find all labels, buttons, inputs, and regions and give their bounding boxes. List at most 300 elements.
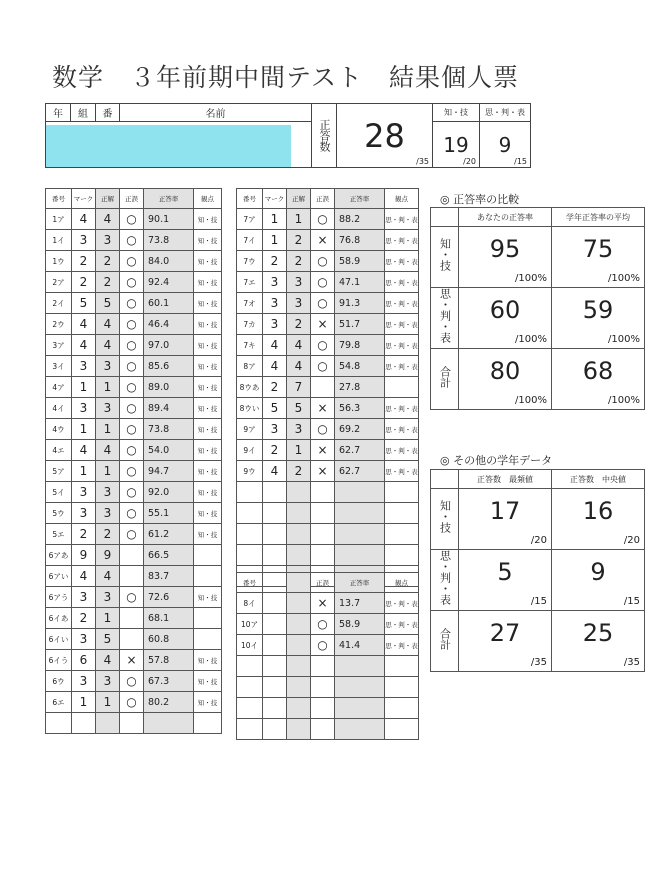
question-number bbox=[237, 524, 263, 545]
page-title: 数学 ３年前期中間テスト 結果個人票 bbox=[52, 63, 520, 92]
judgement bbox=[311, 656, 335, 677]
viewpoint: 知・技 bbox=[194, 314, 222, 335]
correct-answer: 5 bbox=[96, 293, 120, 314]
median-value: 9 bbox=[590, 558, 606, 586]
compare-avg-cell bbox=[552, 288, 645, 349]
correct-answer: 7 bbox=[287, 377, 311, 398]
student-header bbox=[45, 103, 531, 168]
compare-you-cell bbox=[459, 288, 552, 349]
viewpoint: 思・判・表 bbox=[385, 230, 419, 251]
blank-cell bbox=[263, 677, 287, 698]
table-row bbox=[431, 611, 645, 672]
table-row bbox=[46, 629, 222, 650]
question-number: 9ア bbox=[237, 419, 263, 440]
row-label-text: 合計 bbox=[438, 627, 452, 650]
table-row bbox=[46, 398, 222, 419]
table-row bbox=[237, 314, 419, 335]
answers-table-1 bbox=[45, 188, 222, 734]
viewpoint: 知・技 bbox=[194, 356, 222, 377]
row-label-text: 知・技 bbox=[438, 238, 452, 271]
judgement: ○ bbox=[120, 209, 144, 230]
grade_data-mode-cell bbox=[459, 611, 552, 672]
redacted-name bbox=[46, 125, 291, 167]
judgement: ○ bbox=[311, 209, 335, 230]
viewpoint: 知・技 bbox=[194, 419, 222, 440]
judgement: ○ bbox=[120, 440, 144, 461]
row-label bbox=[431, 349, 459, 410]
correct-answer: 1 bbox=[96, 419, 120, 440]
correct-rate: 60.1 bbox=[144, 293, 194, 314]
judgement: ○ bbox=[311, 635, 335, 656]
marked-answer bbox=[263, 503, 287, 524]
viewpoint: 知・技 bbox=[194, 398, 222, 419]
header-num: 番号 bbox=[46, 189, 72, 209]
question-number bbox=[237, 482, 263, 503]
blank-cell bbox=[263, 593, 287, 614]
correct-rate: 58.9 bbox=[335, 251, 385, 272]
viewpoint: 知・技 bbox=[194, 587, 222, 608]
correct-rate: 68.1 bbox=[144, 608, 194, 629]
correct-answer bbox=[287, 545, 311, 566]
judgement bbox=[311, 377, 335, 398]
question-number: 2ア bbox=[46, 272, 72, 293]
compare-title: ◎ 正答率の比較 bbox=[440, 193, 520, 206]
table-row bbox=[46, 608, 222, 629]
header-answer: 正解 bbox=[287, 189, 311, 209]
knowledge-score: 19 /20 bbox=[433, 122, 480, 168]
avg-value: 75 bbox=[582, 235, 614, 263]
marked-answer bbox=[72, 713, 96, 734]
marked-answer: 3 bbox=[72, 671, 96, 692]
correct-answer: 3 bbox=[287, 293, 311, 314]
viewpoint: 知・技 bbox=[194, 524, 222, 545]
grade_data-median-cell bbox=[552, 611, 645, 672]
marked-answer bbox=[263, 524, 287, 545]
question-number bbox=[237, 656, 263, 677]
you-value: 60 bbox=[489, 296, 521, 324]
correct-rate: 60.8 bbox=[144, 629, 194, 650]
unit: /35 bbox=[623, 657, 640, 668]
marked-answer: 1 bbox=[72, 692, 96, 713]
marked-answer: 3 bbox=[72, 482, 96, 503]
marked-answer: 3 bbox=[263, 314, 287, 335]
correct-rate: 62.7 bbox=[335, 461, 385, 482]
avg-value: 59 bbox=[582, 296, 614, 324]
correct-answer bbox=[96, 713, 120, 734]
judgement: ○ bbox=[120, 503, 144, 524]
marked-answer: 4 bbox=[263, 461, 287, 482]
table-row bbox=[46, 650, 222, 671]
header-blank bbox=[287, 573, 311, 593]
judgement: ○ bbox=[120, 251, 144, 272]
judgement: ○ bbox=[120, 314, 144, 335]
blank-cell bbox=[287, 635, 311, 656]
knowledge-label: 知・技 bbox=[433, 104, 480, 122]
marked-answer bbox=[263, 545, 287, 566]
correct-answer: 2 bbox=[287, 251, 311, 272]
marked-answer: 2 bbox=[263, 377, 287, 398]
viewpoint: 思・判・表 bbox=[385, 593, 419, 614]
correct-answer: 1 bbox=[96, 608, 120, 629]
correct-answer: 9 bbox=[96, 545, 120, 566]
question-number: 4エ bbox=[46, 440, 72, 461]
mode-value: 17 bbox=[489, 497, 521, 525]
median-value: 25 bbox=[582, 619, 614, 647]
correct-answer bbox=[287, 482, 311, 503]
marked-answer: 1 bbox=[72, 419, 96, 440]
table-row bbox=[431, 288, 645, 349]
marked-answer: 5 bbox=[72, 293, 96, 314]
correct-rate: 88.2 bbox=[335, 209, 385, 230]
marked-answer: 3 bbox=[72, 629, 96, 650]
correct-rate: 69.2 bbox=[335, 419, 385, 440]
correct-answer: 3 bbox=[287, 272, 311, 293]
judgement: ○ bbox=[120, 671, 144, 692]
question-number: 6ウ bbox=[46, 671, 72, 692]
correct-rate bbox=[144, 713, 194, 734]
header-mark: マーク bbox=[72, 189, 96, 209]
table-row bbox=[237, 230, 419, 251]
correct-rate: 58.9 bbox=[335, 614, 385, 635]
unit: /100% bbox=[515, 334, 547, 345]
viewpoint: 思・判・表 bbox=[385, 314, 419, 335]
table-row bbox=[46, 713, 222, 734]
table-row bbox=[237, 440, 419, 461]
table-row bbox=[46, 314, 222, 335]
thinking-score: 9 /15 bbox=[480, 122, 531, 168]
blank-cell bbox=[263, 656, 287, 677]
marked-answer: 2 bbox=[263, 251, 287, 272]
judgement bbox=[311, 482, 335, 503]
judgement: ○ bbox=[120, 356, 144, 377]
question-number: 5ウ bbox=[46, 503, 72, 524]
student-name-field bbox=[46, 122, 312, 168]
correct-rate: 47.1 bbox=[335, 272, 385, 293]
correct-rate: 41.4 bbox=[335, 635, 385, 656]
question-number: 7オ bbox=[237, 293, 263, 314]
header-rate: 正答率 bbox=[335, 189, 385, 209]
marked-answer: 2 bbox=[72, 251, 96, 272]
judgement: ○ bbox=[311, 356, 335, 377]
correct-answer: 1 bbox=[96, 461, 120, 482]
grade-data-title: ◎ その他の学年データ bbox=[440, 454, 553, 467]
viewpoint bbox=[194, 629, 222, 650]
question-number: 9ウ bbox=[237, 461, 263, 482]
correct-answer: 3 bbox=[96, 587, 120, 608]
correct-rate bbox=[335, 524, 385, 545]
judgement: × bbox=[311, 398, 335, 419]
correct-answer: 3 bbox=[287, 419, 311, 440]
viewpoint bbox=[385, 545, 419, 566]
question-number: 1ア bbox=[46, 209, 72, 230]
question-number bbox=[237, 677, 263, 698]
viewpoint: 知・技 bbox=[194, 251, 222, 272]
marked-answer: 4 bbox=[72, 314, 96, 335]
header-num: 番号 bbox=[237, 573, 263, 593]
correct-answer: 3 bbox=[96, 356, 120, 377]
viewpoint bbox=[385, 482, 419, 503]
unit: /20 bbox=[623, 535, 640, 546]
grade-data-table bbox=[430, 469, 645, 672]
judgement bbox=[120, 713, 144, 734]
compare-you-cell bbox=[459, 227, 552, 288]
correct-answer: 2 bbox=[287, 314, 311, 335]
viewpoint: 知・技 bbox=[194, 461, 222, 482]
viewpoint: 知・技 bbox=[194, 272, 222, 293]
viewpoint bbox=[385, 656, 419, 677]
correct-answer bbox=[287, 524, 311, 545]
grade-col-mode: 正答数 最頻値 bbox=[459, 470, 552, 489]
table-row bbox=[431, 227, 645, 288]
correct-count-label: 正答数 bbox=[312, 104, 337, 168]
correct-rate bbox=[335, 482, 385, 503]
marked-answer: 1 bbox=[72, 377, 96, 398]
question-number: 7エ bbox=[237, 272, 263, 293]
header-mark: マーク bbox=[263, 189, 287, 209]
table-row bbox=[431, 550, 645, 611]
row-label bbox=[431, 227, 459, 288]
table-row bbox=[237, 419, 419, 440]
correct-answer: 3 bbox=[96, 503, 120, 524]
marked-answer: 3 bbox=[72, 356, 96, 377]
viewpoint: 知・技 bbox=[194, 692, 222, 713]
row-label bbox=[431, 611, 459, 672]
viewpoint bbox=[194, 608, 222, 629]
judgement: ○ bbox=[120, 398, 144, 419]
correct-answer: 1 bbox=[287, 209, 311, 230]
correct-answer: 3 bbox=[96, 230, 120, 251]
correct-rate: 90.1 bbox=[144, 209, 194, 230]
blank-corner bbox=[431, 208, 459, 227]
viewpoint bbox=[385, 719, 419, 740]
question-number: 10イ bbox=[237, 635, 263, 656]
correct-rate: 57.8 bbox=[144, 650, 194, 671]
correct-answer: 5 bbox=[287, 398, 311, 419]
correct-answer: 2 bbox=[96, 251, 120, 272]
judgement bbox=[311, 698, 335, 719]
question-number: 7イ bbox=[237, 230, 263, 251]
blank-cell bbox=[263, 698, 287, 719]
correct-answer: 3 bbox=[96, 482, 120, 503]
table-row bbox=[237, 377, 419, 398]
header-num: 番号 bbox=[237, 189, 263, 209]
question-number: 3ア bbox=[46, 335, 72, 356]
correct-rate: 76.8 bbox=[335, 230, 385, 251]
correct-rate: 67.3 bbox=[144, 671, 194, 692]
judgement bbox=[120, 566, 144, 587]
viewpoint: 思・判・表 bbox=[385, 293, 419, 314]
you-value: 80 bbox=[489, 357, 521, 385]
table-row bbox=[237, 545, 419, 566]
table-row bbox=[237, 251, 419, 272]
viewpoint: 知・技 bbox=[194, 671, 222, 692]
correct-rate bbox=[335, 503, 385, 524]
table-row bbox=[46, 482, 222, 503]
judgement bbox=[120, 608, 144, 629]
grade_data-median-cell bbox=[552, 489, 645, 550]
correct-rate: 85.6 bbox=[144, 356, 194, 377]
judgement: ○ bbox=[120, 482, 144, 503]
judgement bbox=[311, 524, 335, 545]
header-view: 観点 bbox=[385, 189, 419, 209]
marked-answer: 3 bbox=[263, 293, 287, 314]
correct-answer: 1 bbox=[287, 440, 311, 461]
question-number bbox=[237, 698, 263, 719]
correct-answer: 2 bbox=[96, 272, 120, 293]
viewpoint bbox=[194, 545, 222, 566]
correct-answer: 4 bbox=[96, 650, 120, 671]
blank-cell bbox=[287, 698, 311, 719]
unit: /100% bbox=[515, 273, 547, 284]
correct-rate: 89.4 bbox=[144, 398, 194, 419]
table-row bbox=[46, 419, 222, 440]
viewpoint: 知・技 bbox=[194, 293, 222, 314]
table-row bbox=[46, 251, 222, 272]
judgement: ○ bbox=[311, 335, 335, 356]
table-row bbox=[46, 272, 222, 293]
viewpoint: 思・判・表 bbox=[385, 614, 419, 635]
viewpoint: 思・判・表 bbox=[385, 398, 419, 419]
judgement: ○ bbox=[311, 272, 335, 293]
question-number: 1イ bbox=[46, 230, 72, 251]
correct-rate bbox=[335, 698, 385, 719]
question-number: 6イあ bbox=[46, 608, 72, 629]
judgement bbox=[311, 677, 335, 698]
judgement: ○ bbox=[311, 293, 335, 314]
correct-rate: 92.0 bbox=[144, 482, 194, 503]
marked-answer: 3 bbox=[263, 272, 287, 293]
marked-answer: 3 bbox=[72, 398, 96, 419]
row-label-text: 思・判・表 bbox=[438, 550, 452, 605]
table-row bbox=[46, 587, 222, 608]
answers-table-3 bbox=[236, 572, 419, 740]
grade-col-median: 正答数 中央値 bbox=[552, 470, 645, 489]
correct-rate: 56.3 bbox=[335, 398, 385, 419]
viewpoint: 知・技 bbox=[194, 230, 222, 251]
question-number: 5エ bbox=[46, 524, 72, 545]
question-number: 3イ bbox=[46, 356, 72, 377]
judgement: × bbox=[311, 230, 335, 251]
correct-rate: 83.7 bbox=[144, 566, 194, 587]
table-row bbox=[237, 356, 419, 377]
viewpoint: 思・判・表 bbox=[385, 251, 419, 272]
table-row bbox=[237, 461, 419, 482]
question-number bbox=[237, 545, 263, 566]
question-number: 4ア bbox=[46, 377, 72, 398]
unit: /100% bbox=[608, 273, 640, 284]
table-row bbox=[46, 692, 222, 713]
thinking-label: 思・判・表 bbox=[480, 104, 531, 122]
correct-answer: 3 bbox=[96, 671, 120, 692]
question-number: 4イ bbox=[46, 398, 72, 419]
question-number: 8イ bbox=[237, 593, 263, 614]
compare-col-avg: 学年正答率の平均 bbox=[552, 208, 645, 227]
unit: /35 bbox=[530, 657, 547, 668]
question-number: 7カ bbox=[237, 314, 263, 335]
header-answer: 正解 bbox=[96, 189, 120, 209]
correct-answer: 4 bbox=[96, 566, 120, 587]
viewpoint bbox=[194, 713, 222, 734]
judgement: ○ bbox=[120, 692, 144, 713]
name-label: 名前 bbox=[120, 104, 312, 122]
marked-answer: 4 bbox=[263, 356, 287, 377]
mode-value: 27 bbox=[489, 619, 521, 647]
viewpoint bbox=[385, 377, 419, 398]
table-row bbox=[46, 671, 222, 692]
correct-answer: 2 bbox=[287, 461, 311, 482]
correct-rate: 73.8 bbox=[144, 230, 194, 251]
correct-rate: 27.8 bbox=[335, 377, 385, 398]
marked-answer: 4 bbox=[72, 566, 96, 587]
blank-cell bbox=[287, 614, 311, 635]
header-rate: 正答率 bbox=[335, 573, 385, 593]
blank-cell bbox=[263, 719, 287, 740]
judgement: ○ bbox=[120, 335, 144, 356]
table-row bbox=[46, 566, 222, 587]
marked-answer: 1 bbox=[72, 461, 96, 482]
judgement: ○ bbox=[120, 419, 144, 440]
header-judge: 正誤 bbox=[311, 573, 335, 593]
grade_data-median-cell bbox=[552, 550, 645, 611]
table-row bbox=[46, 503, 222, 524]
correct-answer: 2 bbox=[96, 524, 120, 545]
marked-answer: 3 bbox=[72, 503, 96, 524]
question-number: 6イう bbox=[46, 650, 72, 671]
table-row bbox=[237, 335, 419, 356]
correct-rate: 51.7 bbox=[335, 314, 385, 335]
correct-rate: 72.6 bbox=[144, 587, 194, 608]
header-view: 観点 bbox=[385, 573, 419, 593]
header-view: 観点 bbox=[194, 189, 222, 209]
table-row bbox=[46, 524, 222, 545]
table-row bbox=[46, 293, 222, 314]
blank-cell bbox=[287, 677, 311, 698]
question-number: 6エ bbox=[46, 692, 72, 713]
marked-answer: 2 bbox=[72, 524, 96, 545]
viewpoint: 思・判・表 bbox=[385, 440, 419, 461]
table-row bbox=[46, 356, 222, 377]
table-row bbox=[237, 698, 419, 719]
table-row bbox=[237, 482, 419, 503]
viewpoint: 思・判・表 bbox=[385, 635, 419, 656]
correct-rate: 92.4 bbox=[144, 272, 194, 293]
correct-rate: 80.2 bbox=[144, 692, 194, 713]
question-number: 10ア bbox=[237, 614, 263, 635]
correct-rate: 61.2 bbox=[144, 524, 194, 545]
correct-answer: 4 bbox=[96, 440, 120, 461]
correct-rate: 54.0 bbox=[144, 440, 194, 461]
year-label: 年 bbox=[46, 104, 71, 122]
judgement: × bbox=[311, 440, 335, 461]
row-label-text: 合計 bbox=[438, 365, 452, 388]
row-label-text: 思・判・表 bbox=[438, 288, 452, 343]
judgement: × bbox=[311, 593, 335, 614]
judgement: ○ bbox=[120, 230, 144, 251]
viewpoint: 思・判・表 bbox=[385, 461, 419, 482]
correct-answer: 4 bbox=[96, 335, 120, 356]
viewpoint: 思・判・表 bbox=[385, 335, 419, 356]
viewpoint: 知・技 bbox=[194, 335, 222, 356]
marked-answer: 2 bbox=[72, 272, 96, 293]
header-judge: 正誤 bbox=[120, 189, 144, 209]
marked-answer: 6 bbox=[72, 650, 96, 671]
row-label bbox=[431, 550, 459, 611]
rate-compare-table bbox=[430, 207, 645, 410]
viewpoint: 思・判・表 bbox=[385, 419, 419, 440]
viewpoint bbox=[385, 503, 419, 524]
judgement bbox=[311, 503, 335, 524]
viewpoint: 思・判・表 bbox=[385, 272, 419, 293]
